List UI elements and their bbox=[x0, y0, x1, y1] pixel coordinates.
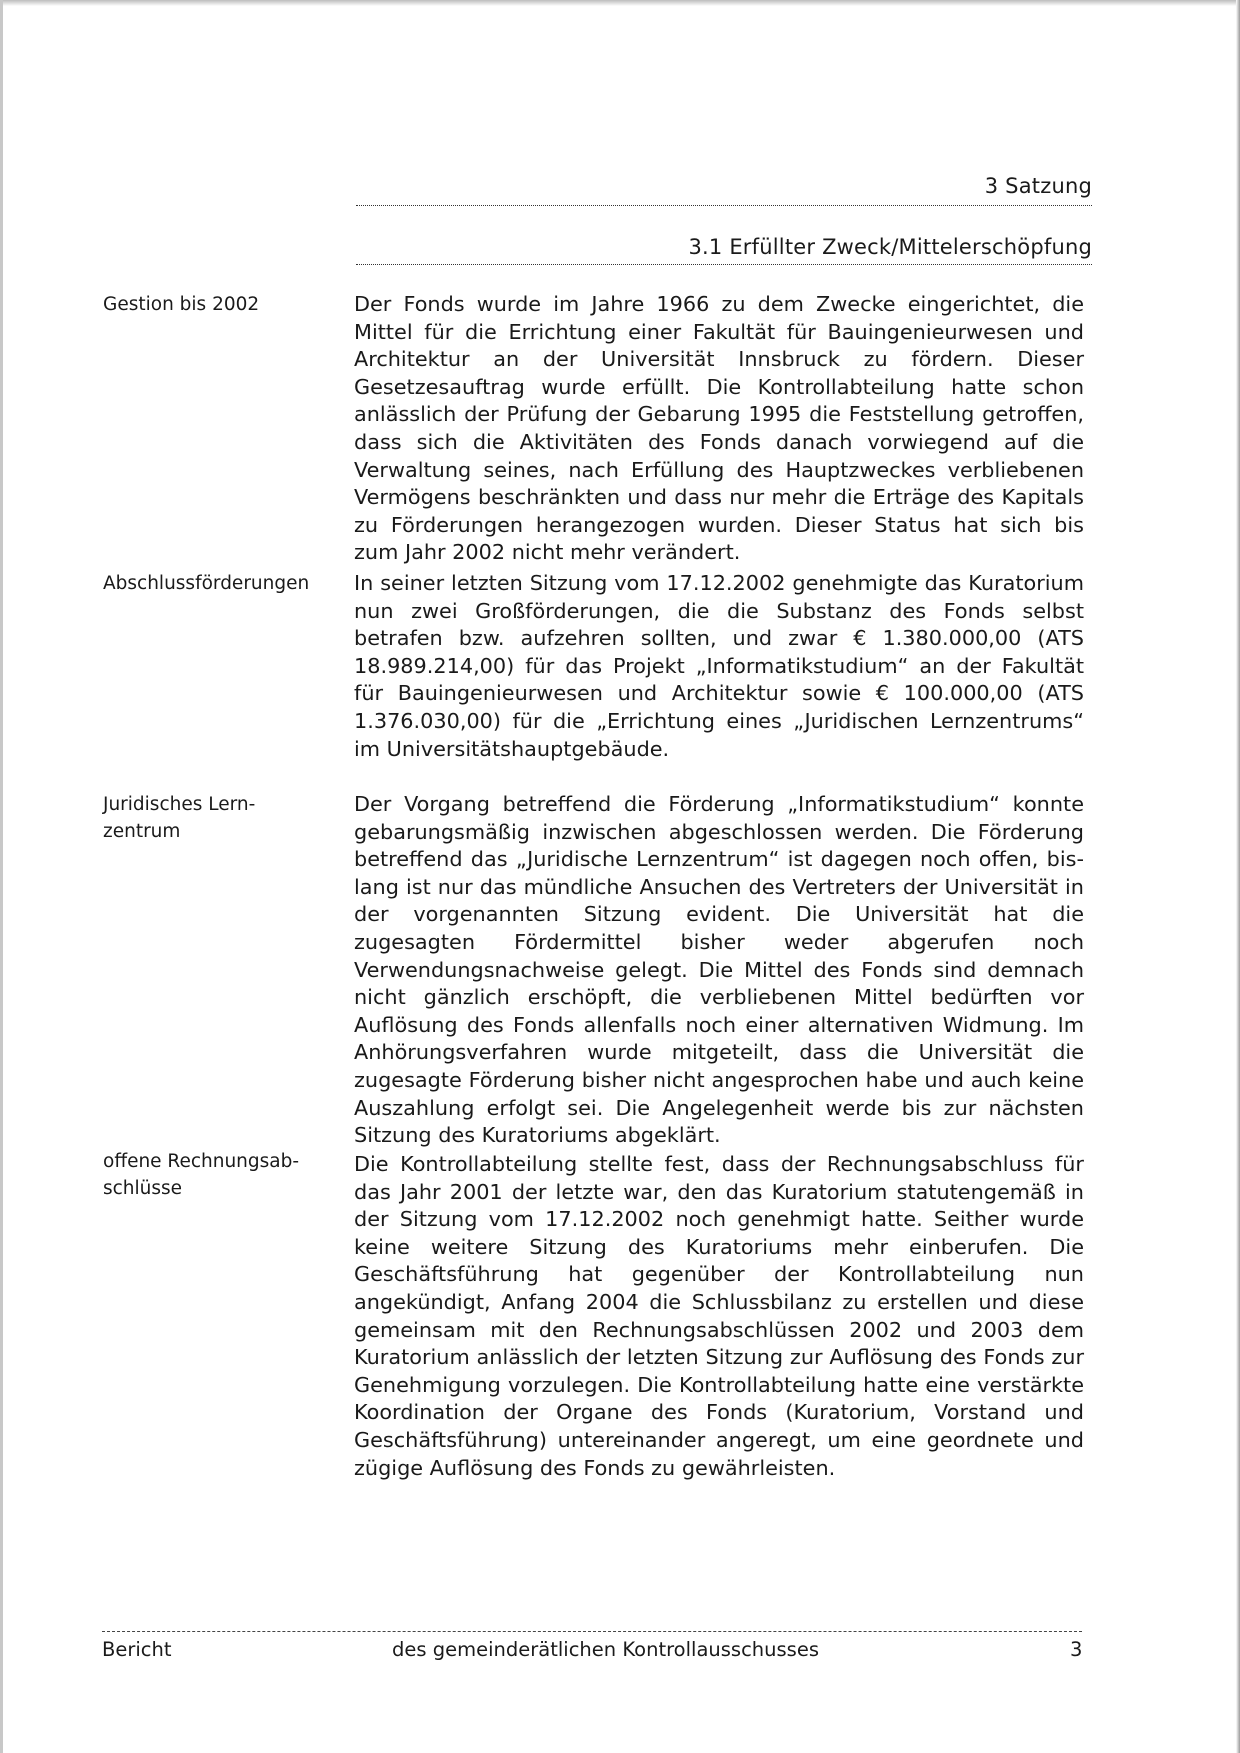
paragraph-gestion: Der Fonds wurde im Jahre 1966 zu dem Zwecke eingerichtet, die Mittel für die Errichtung einer Fakultät für Bauingenieurwesen und Architektur an der Universität Innsbruck zu fördern. Dieser Gesetzesauftrag wurde erfüllt. Die Kontrollabteilung hatte schon anlässlich der Prüfung der Gebarung 1995 die Feststellung getroffen, dass sich die Aktivitäten des Fonds danach vorwiegend auf die Verwaltung seines, nach Erfüllung des Hauptzweckes verbliebenen Vermögens beschränkten und dass nur mehr die Erträge des Kapitals zu Förderungen herangezogen wurden. Dieser Status hat sich bis zum Jahr 2002 nicht mehr verändert. bbox=[354, 292, 1084, 565]
section-rule bbox=[356, 264, 1092, 265]
chapter-heading: 3 Satzung bbox=[984, 174, 1092, 198]
scan-edge-right bbox=[1236, 0, 1240, 1753]
margin-note-rechnungsabschluesse: offene Rechnungsab- schlüsse bbox=[103, 1151, 300, 1199]
paragraph-abschlussfoerderungen: In seiner letzten Sitzung vom 17.12.2002 genehmigte das Kuratorium nun zwei Großförderungen, die die Substanz des Fonds selbst betrafen bzw. aufzehren sollten, und zwar € 1.380.000,00 (ATS 18.989.214,00) für das Projekt „Informatikstudium“ an der Fakultät für Bauingenieurwesen und Architektur sowie € 100.000,00 (ATS 1.376.030,00) für die „Errichtung eines „Juridischen Lernzentrums“ im Universitätshauptgebäude. bbox=[354, 571, 1084, 761]
footer-left: Bericht bbox=[102, 1638, 172, 1661]
margin-note-gestion: Gestion bis 2002 bbox=[103, 294, 260, 315]
margin-note-lernzentrum: Juridisches Lern- zentrum bbox=[103, 794, 256, 842]
margin-note-abschlussfoerderungen: Abschlussförderungen bbox=[103, 573, 310, 594]
footer-rule bbox=[102, 1631, 1082, 1632]
chapter-rule bbox=[356, 205, 1092, 206]
page-number: 3 bbox=[1070, 1638, 1083, 1661]
section-heading: 3.1 Erfüllter Zweck/Mittelerschöpfung bbox=[688, 235, 1092, 259]
scan-edge-top bbox=[0, 0, 1240, 6]
scan-edge-left bbox=[0, 0, 3, 1753]
paragraph-lernzentrum: Der Vorgang betreffend die Förderung „Informatikstudium“ konnte gebarungsmäßig inzwischen abgeschlossen werden. Die Förderung betreffend das „Juridische Lernzentrum“ ist dagegen noch offen, bislang ist nur das mündliche Ansuchen des Vertreters der Universität in der vorgenannten Sitzung evident. Die Universität hat die zugesagten Fördermittel bisher weder abgerufen noch Verwendungsnachweise gelegt. Die Mittel des Fonds sind demnach nicht gänzlich erschöpft, die verbliebenen Mittel bedürften vor Auflösung des Fonds allenfalls noch einer alternativen Widmung. Im Anhörungsverfahren wurde mitgeteilt, dass die Universität die zugesagte Förderung bisher nicht angesprochen habe und auch keine Auszahlung erfolgt sei. Die Angelegenheit werde bis zur nächsten Sitzung des Kuratoriums abgeklärt. bbox=[354, 792, 1084, 1148]
footer-center: des gemeinderätlichen Kontrollausschusses bbox=[392, 1638, 819, 1661]
paragraph-rechnungsabschluesse: Die Kontrollabteilung stellte fest, dass der Rechnungsabschluss für das Jahr 2001 der letzte war, den das Kuratorium statutengemäß in der Sitzung vom 17.12.2002 noch genehmigt hatte. Seither wurde keine weitere Sitzung des Kuratoriums mehr einberufen. Die Geschäftsführung hat gegenüber der Kontrollabteilung nun angekündigt, Anfang 2004 die Schlussbilanz zu erstellen und diese gemeinsam mit den Rechnungsabschlüssen 2002 und 2003 dem Kuratorium anlässlich der letzten Sitzung zur Auflösung des Fonds zur Genehmigung vorzulegen. Die Kontrollabteilung hatte eine verstärkte Koordination der Organe des Fonds (Kuratorium, Vorstand und Geschäftsführung) untereinander angeregt, um eine geordnete und zügige Auflösung des Fonds zu gewährleisten. bbox=[354, 1152, 1084, 1480]
